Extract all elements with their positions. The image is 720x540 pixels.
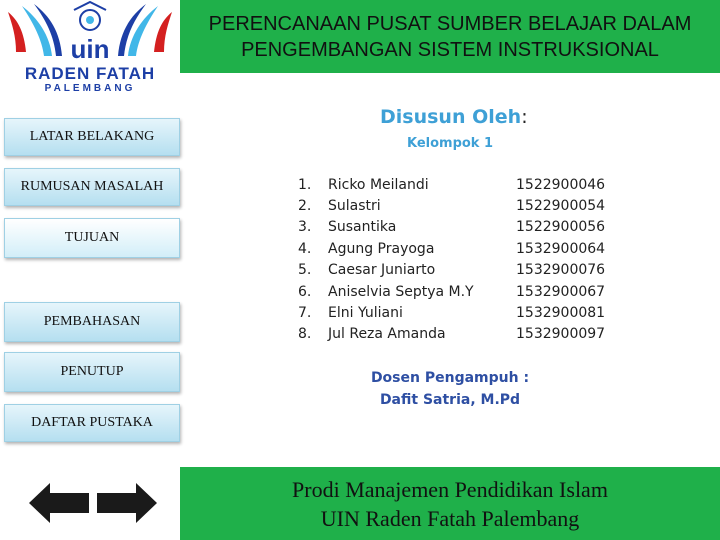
member-name: Agung Prayoga [328,240,435,257]
member-name: Susantika [328,219,397,236]
member-name: Caesar Juniarto [328,262,436,279]
member-number: 4. [298,240,312,257]
member-number: 7. [298,305,312,322]
nav-button-latar-belakang[interactable]: LATAR BELAKANG [4,118,180,156]
list-item [298,302,638,323]
arrow-right-icon[interactable] [96,482,158,524]
logo-text-raden-fatah: RADEN FATAH [24,64,156,83]
member-nim: 1532900067 [516,283,606,300]
nav-button-tujuan[interactable]: TUJUAN [4,218,180,258]
disusun-oleh-label: Disusun Oleh [380,106,522,128]
list-item [298,174,638,195]
member-nim: 1532900097 [516,326,606,343]
member-name: Elni Yuliani [328,305,403,322]
list-item [298,324,638,345]
list-item [298,281,638,302]
footer-bar [180,467,720,540]
navigation-arrows [0,460,180,540]
footer-line-1: Prodi Manajemen Pendidikan Islam [292,476,608,502]
member-nim: 1532900064 [516,240,606,257]
member-number: 2. [298,198,312,215]
nav-button-rumusan-masalah[interactable]: RUMUSAN MASALAH [4,168,180,206]
footer-line-2: UIN Raden Fatah Palembang [320,505,580,531]
list-item [298,195,638,216]
disusun-oleh-colon: : [521,106,528,128]
arrow-left-icon[interactable] [28,482,90,524]
member-nim: 1522900056 [516,219,606,236]
kelompok-label: Kelompok 1 [406,136,494,151]
svg-text:uin: uin [70,34,110,64]
nav-button-pembahasan[interactable]: PEMBAHASAN [4,302,180,342]
member-nim: 1522900046 [516,176,606,193]
title-bar [180,0,720,73]
member-list [298,174,638,345]
dosen-name: Dafit Satria, M.Pd [379,392,521,408]
list-item [298,238,638,259]
member-number: 6. [298,283,312,300]
list-item [298,217,638,238]
member-name: Jul Reza Amanda [328,326,446,343]
title-line-2: PENGEMBANGAN SISTEM INSTRUKSIONAL [241,38,659,61]
title-line-1: PERENCANAAN PUSAT SUMBER BELAJAR DALAM [208,12,692,35]
page-title [209,11,692,63]
member-name: Aniselvia Septya M.Y [328,283,474,300]
member-name: Sulastri [328,198,381,215]
member-name: Ricko Meilandi [328,176,429,193]
dosen-pengampuh-label: Dosen Pengampuh : [370,370,530,386]
disusun-oleh-heading [380,106,528,128]
member-number: 3. [298,219,312,236]
member-number: 5. [298,262,312,279]
list-item [298,260,638,281]
member-number: 8. [298,326,312,343]
logo-text-palembang: PALEMBANG [44,83,136,94]
member-nim: 1532900081 [516,305,606,322]
nav-button-daftar-pustaka[interactable]: DAFTAR PUSTAKA [4,404,180,442]
uin-logo [0,0,180,100]
nav-button-penutup[interactable]: PENUTUP [4,352,180,392]
member-nim: 1532900076 [516,262,606,279]
member-nim: 1522900054 [516,198,606,215]
member-number: 1. [298,176,312,193]
